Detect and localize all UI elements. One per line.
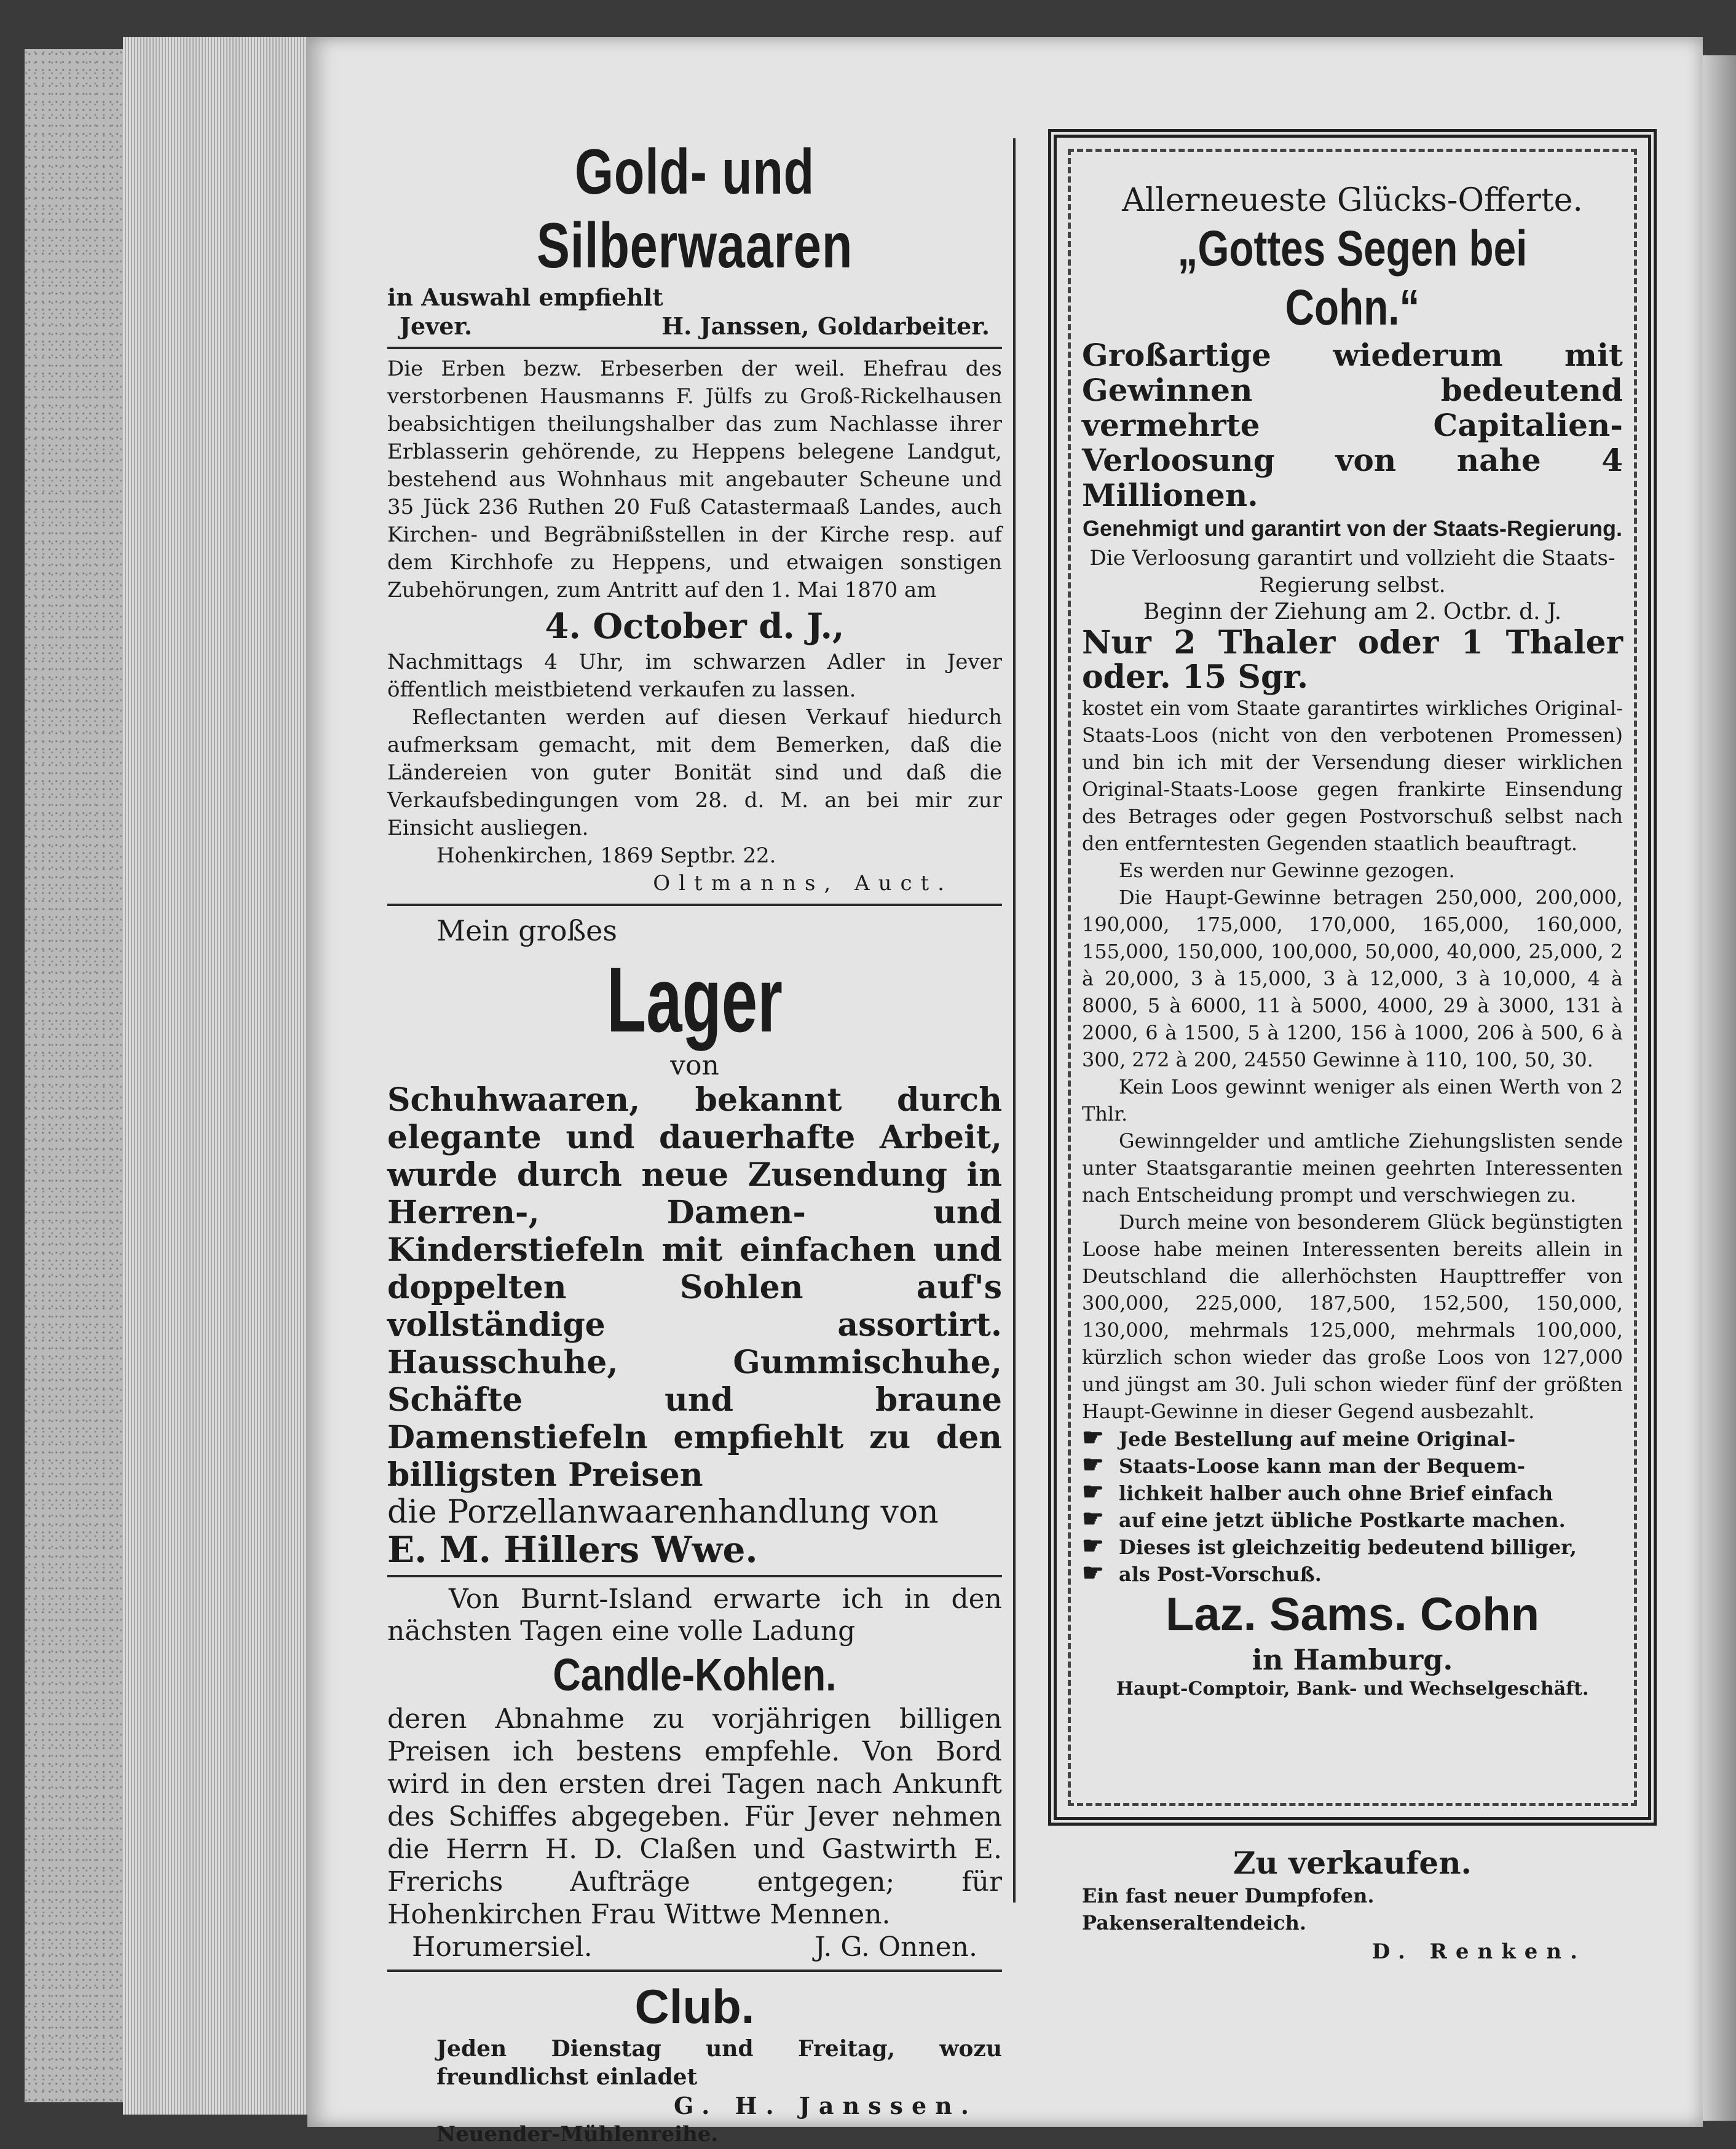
pointing-hand-icon: ☛ <box>1082 1477 1104 1506</box>
lager-body: Schuhwaaren, bekannt durch elegante und dauerhafte Arbeit, wurde durch neue Zusendung in Herren-, Damen- und Kinderstiefeln mit einfachen und doppelten Sohlen auf's vollständige assortirt. Hausschuhe, Gummischuhe, Schäfte und braune Damenstiefeln empfiehlt zu den billigsten Preisen <box>387 1081 1002 1494</box>
gold-ad-line: in Auswahl empfiehlt <box>387 283 663 311</box>
cohn-order-line: ☛ Jede Bestellung auf meine Original- <box>1082 1423 1516 1452</box>
cohn-price: Nur 2 Thaler oder 1 Thaler oder. 15 Sgr. <box>1082 624 1623 696</box>
club-ad <box>387 1978 1002 2149</box>
cohn-approved: Genehmigt und garantirt von der Staats-Regierung. <box>1082 516 1623 541</box>
auction-body-2: Nachmittags 4 Uhr, im schwarzen Adler in Jever öffentlich meistbietend verkaufen zu lassen. <box>387 650 1002 702</box>
sale-ad <box>1082 1844 1623 1967</box>
pointing-hand-icon: ☛ <box>1082 1531 1104 1560</box>
gold-ad <box>387 135 1002 341</box>
cohn-order-line: ☛ auf eine jetzt übliche Postkarte machen. <box>1082 1504 1566 1533</box>
auction-body-3: Reflectanten werden auf diesen Verkauf hiedurch aufmerksam gemacht, mit dem Bemerken, daß die Ländereien von guter Bonität sind und daß die Verkaufsbedingungen vom 28. d. M. an bei mir zur Einsicht ausliegen. <box>387 705 1002 840</box>
sale-signature: D. Renken. <box>1371 1939 1586 1964</box>
lager-title: Lager <box>607 948 783 1051</box>
auction-date: 4. October d. J., <box>545 606 845 647</box>
cohn-order-line: ☛ Dieses ist gleichzeitig bedeutend billiger, <box>1082 1531 1577 1560</box>
club-body: Jeden Dienstag und Freitag, wozu freundlichst einladet <box>436 2036 1002 2090</box>
separator-rule <box>387 347 1002 349</box>
cohn-name: Laz. Sams. Cohn <box>1165 1588 1540 1641</box>
auction-body: Die Erben bezw. Erbeserben der weil. Ehefrau des verstorbenen Hausmanns F. Jülfs zu Groß-Rickelhausen beabsichtigen theilungshalber das zum Nachlasse ihrer Erblasserin gehörende, zu Heppens belegene Landgut, bestehend aus Wohnhaus mit angebauter Scheune und 35 Jück 236 Ruthen 20 Fuß Catastermaaß Landes, auch Kirchen- und Begräbnißstellen in der Kirche resp. auf dem Kirchhofe zu Heppens, und etwaigen sonstigen Zubehörungen, zum Antritt auf den 1. Mai 1870 am <box>387 357 1002 602</box>
sale-title: Zu verkaufen. <box>1233 1845 1472 1881</box>
sale-line1: Ein fast neuer Dumpfofen. <box>1082 1884 1375 1907</box>
candle-ad <box>387 1583 1002 1963</box>
candle-signature: J. G. Onnen. <box>815 1931 977 1963</box>
cohn-order-line: ☛ als Post-Vorschuß. <box>1082 1558 1322 1587</box>
cohn-title: „Gottes Segen bei Cohn.“ <box>1177 221 1528 336</box>
pointing-hand-icon: ☛ <box>1082 1423 1104 1452</box>
cohn-guarantee: Die Verloosung garantirt und vollzieht die Staats-Regierung selbst. <box>1089 546 1616 597</box>
lager-owner: E. M. Hillers Wwe. <box>387 1529 758 1571</box>
cohn-price-body: kostet ein vom Staate garantirtes wirkliches Original-Staats-Loos (nicht von den verbotenen Promessen) und bin ich mit der Versendung dieser wirklichen Original-Staats-Loose gegen frankirte Einsendung des Betrages oder gegen Postvorschuß selbst nach den entferntesten Gegenden staatlich beauftragt. <box>1082 696 1623 855</box>
column-divider <box>1013 138 1016 1903</box>
candle-title: Candle-Kohlen. <box>553 1649 837 1700</box>
candle-intro: Von Burnt-Island erwarte ich in den nächsten Tagen eine volle Ladung <box>387 1583 1002 1647</box>
cohn-start: Beginn der Ziehung am 2. Octbr. d. J. <box>1143 599 1562 625</box>
gold-ad-title: Gold- und Silberwaaren <box>536 136 853 282</box>
cohn-luck: Durch meine von besonderem Glück begünstigten Loose habe meinen Interessenten bereits allein in Deutschland die allerhöchsten Haupttreffer von 300,000, 225,000, 187,500, 152,500, 150,000, 130,000, mehrmals 125,000, mehrmals 100,000, kürzlich schon wieder das große Loos von 127,000 und jüngst am 30. Juli schon wieder fünf der größten Haupt-Gewinne in dieser Gegend ausbezahlt. <box>1082 1210 1623 1423</box>
cohn-line1: Allerneueste Glücks-Offerte. <box>1122 182 1583 219</box>
cohn-prizes-intro: Es werden nur Gewinne gezogen. <box>1119 859 1455 882</box>
club-title: Club. <box>634 1979 755 2033</box>
sale-line2: Pakenseraltendeich. <box>1082 1911 1307 1934</box>
separator-rule <box>387 1970 1002 1972</box>
gold-ad-merchant: H. Janssen, Goldarbeiter. <box>661 312 990 340</box>
cohn-city: in Hamburg. <box>1252 1643 1453 1676</box>
lager-von: von <box>670 1050 719 1081</box>
auction-ad <box>387 355 1002 897</box>
separator-rule <box>387 1575 1002 1577</box>
lager-intro: Mein großes <box>436 914 617 947</box>
lager-shop: die Porzellanwaarenhandlung von <box>387 1494 939 1531</box>
club-signature: G. H. Janssen. <box>674 2092 977 2119</box>
cohn-subtitle: Großartige wiederum mit Gewinnen bedeutend vermehrte Capitalien-Verloosung von nahe 4 Millionen. <box>1082 337 1623 513</box>
candle-body: deren Abnahme zu vorjährigen billigen Preisen ich bestens empfehle. Von Bord wird in den ersten drei Tagen nach Ankunft des Schiffes abgegeben. Für Jever nehmen die Herrn H. D. Claßen und Gastwirth E. Frerichs Aufträge entgegen; für Hohenkirchen Frau Wittwe Mennen. <box>387 1703 1002 1930</box>
candle-signature-row <box>387 1931 1002 1963</box>
cohn-ad <box>1082 181 1623 1701</box>
cohn-order-line: ☛ Staats-Loose kann man der Bequem- <box>1082 1450 1525 1479</box>
cohn-order-line: ☛ lichkeit halber auch ohne Brief einfach <box>1082 1477 1553 1506</box>
lager-ad <box>387 912 1002 1569</box>
cohn-business: Haupt-Comptoir, Bank- und Wechselgeschäft. <box>1116 1678 1589 1700</box>
gold-ad-place: Jever. <box>400 312 473 340</box>
auction-signature: Oltmanns, Auct. <box>653 871 953 896</box>
separator-rule <box>387 904 1002 906</box>
pointing-hand-icon: ☛ <box>1082 1558 1104 1587</box>
pointing-hand-icon: ☛ <box>1082 1450 1104 1479</box>
cohn-order-list <box>1082 1425 1623 1587</box>
pointing-hand-icon: ☛ <box>1082 1504 1104 1533</box>
cohn-lists: Gewinngelder und amtliche Ziehungslisten sende unter Staatsgarantie meinen geehrten Interessenten nach Entscheidung prompt und verschwiegen zu. <box>1082 1129 1623 1207</box>
page-stack-edge <box>123 37 307 2115</box>
club-place: Neuender-Mühlenreihe. <box>436 2122 719 2147</box>
candle-place: Horumersiel. <box>412 1931 593 1963</box>
gold-ad-signature-row <box>387 312 1002 341</box>
auction-dateline: Hohenkirchen, 1869 Septbr. 22. <box>436 843 776 868</box>
cohn-prizes: Die Haupt-Gewinne betragen 250,000, 200,000, 190,000, 175,000, 170,000, 165,000, 160,000, 155,000, 150,000, 100,000, 50,000, 40,000, 25,000, 2 à 20,000, 3 à 15,000, 3 à 12,000, 3 à 10,000, 4 à 8000, 5 à 6000, 11 à 5000, 4000, 29 à 3000, 131 à 2000, 6 à 1500, 5 à 1200, 156 à 1000, 206 à 500, 6 à 300, 272 à 200, 24550 Gewinne à 110, 100, 50, 30. <box>1082 886 1623 1071</box>
left-column <box>387 135 1002 2149</box>
right-page-edge <box>1703 55 1736 2121</box>
cohn-min: Kein Loos gewinnt weniger als einen Werth von 2 Thlr. <box>1082 1075 1623 1126</box>
book-cover-edge <box>25 49 127 2102</box>
